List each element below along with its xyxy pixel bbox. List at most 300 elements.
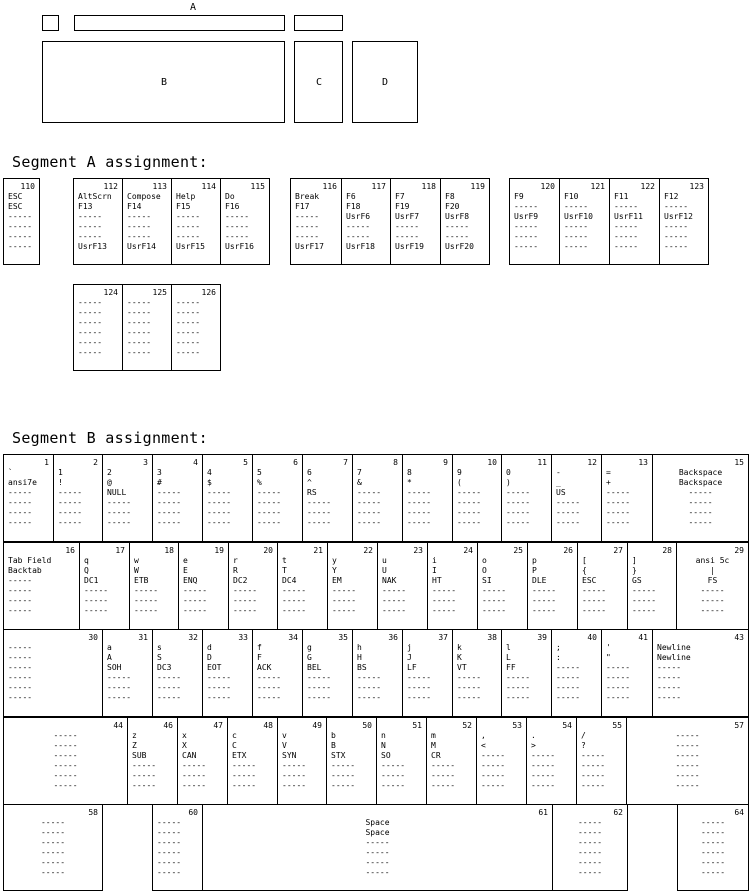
segment-b-key-33 [202, 629, 253, 717]
segment-a-key-112 [73, 178, 123, 265]
key-number: 23 [413, 546, 423, 555]
segment-b-key-16 [3, 542, 80, 630]
key-assignment-line: 1 [58, 468, 63, 477]
key-number: 124 [103, 288, 118, 297]
key-assignment-line: = [606, 468, 611, 477]
key-assignment-line: ----- [332, 596, 357, 605]
key-assignments [357, 468, 381, 528]
key-assignment-line: ----- [457, 683, 482, 692]
key-assignment-line: 9 [457, 468, 462, 477]
key-assignment-line: ----- [365, 848, 390, 857]
key-assignment-line: ----- [382, 596, 407, 605]
key-assignment-line: ----- [257, 693, 282, 702]
key-assignment-line: VT [457, 663, 467, 672]
key-assignment-line: ----- [157, 818, 182, 827]
key-assignment-line: F [257, 653, 262, 662]
key-assignment-line: US [556, 488, 566, 497]
key-assignments [664, 192, 693, 252]
key-assignment-line: ----- [176, 308, 201, 317]
key-number: 7 [343, 458, 348, 467]
key-number: 115 [250, 182, 265, 191]
key-assignment-line: ' [606, 643, 611, 652]
key-assignments [553, 818, 627, 878]
key-assignment-line: DC2 [233, 576, 248, 585]
key-assignments [107, 643, 131, 703]
key-assignment-line: [ [582, 556, 587, 565]
key-assignment-line: ----- [53, 781, 78, 790]
key-assignment-line: x [182, 731, 187, 740]
key-assignment-line: GS [632, 576, 642, 585]
key-assignment-line: ----- [431, 781, 456, 790]
key-assignment-line: w [134, 556, 139, 565]
key-assignment-line: ` [8, 468, 13, 477]
key-assignment-line: ----- [8, 508, 33, 517]
key-number: 126 [201, 288, 216, 297]
segment-a-right-box [294, 15, 343, 31]
key-assignments [632, 556, 656, 616]
key-assignment-line: ----- [700, 858, 726, 867]
key-assignment-line: @ [107, 478, 112, 487]
key-assignment-line: ----- [176, 222, 201, 231]
key-assignment-line: ----- [331, 781, 356, 790]
key-assignment-line: : [556, 653, 561, 662]
key-assignments [182, 731, 206, 791]
key-assignment-line: ----- [8, 683, 33, 692]
key-assignments [678, 818, 748, 878]
key-number: 22 [363, 546, 373, 555]
key-assignment-line: ----- [664, 232, 689, 241]
segment-b-heading: Segment B assignment: [12, 429, 208, 447]
key-assignment-line: ----- [457, 518, 482, 527]
key-assignment-line: ----- [53, 761, 78, 770]
key-assignment-line: 4 [207, 468, 212, 477]
key-number: 55 [612, 721, 622, 730]
key-assignment-line: ----- [282, 771, 307, 780]
key-assignment-line: ----- [176, 348, 201, 357]
key-assignment-line: ----- [700, 828, 726, 837]
key-assignment-line: ----- [431, 771, 456, 780]
key-assignments [677, 556, 748, 616]
segment-b-key-20 [228, 542, 278, 630]
segment-b-key-43 [652, 629, 749, 717]
key-assignment-line: ----- [581, 781, 606, 790]
key-assignment-line: 7 [357, 468, 362, 477]
key-number: 26 [563, 546, 573, 555]
key-assignment-line: ----- [357, 488, 382, 497]
key-assignment-line: ----- [53, 731, 78, 740]
key-assignment-line: Tab Field [8, 556, 52, 565]
key-assignment-line: ----- [40, 818, 66, 827]
key-assignment-line: v [282, 731, 287, 740]
segment-a-key-115 [220, 178, 270, 265]
key-assignment-line: ----- [8, 518, 33, 527]
key-assignment-line: H [357, 653, 362, 662]
key-assignment-line: ----- [331, 771, 356, 780]
segment-b-key-53 [476, 717, 527, 805]
segment-b-key-21 [277, 542, 328, 630]
key-assignment-line: ----- [506, 508, 531, 517]
key-assignment-line: F12 [664, 192, 679, 201]
key-assignment-line: ----- [407, 488, 432, 497]
key-assignments [481, 731, 505, 791]
key-assignment-line: ----- [78, 318, 103, 327]
key-assignment-line: ----- [577, 848, 603, 857]
key-assignment-line: ----- [577, 868, 603, 877]
key-assignments [357, 643, 381, 703]
key-assignment-line: ----- [84, 586, 109, 595]
key-assignment-line: ----- [688, 518, 713, 527]
segment-d-label: D [382, 77, 389, 88]
key-assignment-line: ----- [700, 586, 725, 595]
key-assignment-line: ----- [381, 781, 406, 790]
key-assignments [564, 192, 593, 252]
key-assignment-line: ----- [257, 673, 282, 682]
key-assignment-line: K [457, 653, 462, 662]
key-assignment-line: ----- [157, 508, 182, 517]
key-assignment-line: $ [207, 478, 212, 487]
key-assignment-line: ----- [577, 858, 603, 867]
key-assignment-line: 3 [157, 468, 162, 477]
key-assignment-line: ----- [514, 202, 539, 211]
key-assignment-line: ----- [53, 741, 78, 750]
key-assignment-line: ----- [307, 498, 332, 507]
segment-b-key-41 [601, 629, 653, 717]
key-assignment-line: ----- [407, 693, 432, 702]
key-assignment-line: EOT [207, 663, 222, 672]
key-assignment-line: ----- [78, 222, 103, 231]
key-assignment-line: ----- [688, 508, 713, 517]
key-assignment-line: ----- [688, 498, 713, 507]
key-assignments [582, 556, 606, 616]
key-assignment-line: ----- [40, 848, 66, 857]
key-assignment-line: ----- [307, 508, 332, 517]
key-assignment-line: ----- [675, 771, 700, 780]
segment-b-key-8 [352, 454, 403, 542]
key-number: 8 [393, 458, 398, 467]
key-assignment-line: P [532, 566, 537, 575]
key-assignment-line: ----- [445, 222, 470, 231]
key-assignment-line: U [382, 566, 387, 575]
segment-b-key-29 [676, 542, 749, 630]
segment-b-key-4 [152, 454, 203, 542]
segment-b-key-61 [202, 804, 553, 891]
key-assignment-line: CAN [182, 751, 197, 760]
key-assignment-line: ----- [606, 518, 631, 527]
key-assignment-line: ----- [8, 663, 33, 672]
key-assignment-line: Backtab [8, 566, 42, 575]
key-assignments [482, 556, 506, 616]
key-assignments [8, 643, 32, 703]
key-assignment-line: } [632, 566, 637, 575]
segment-b-key-64 [677, 804, 749, 891]
segment-b-key-22 [327, 542, 378, 630]
key-assignment-line: ----- [582, 606, 607, 615]
key-number: 38 [487, 633, 497, 642]
key-assignment-line: B [331, 741, 336, 750]
key-assignments [331, 731, 355, 791]
key-assignment-line: ----- [295, 212, 320, 221]
key-assignment-line: ----- [40, 868, 66, 877]
key-assignments [307, 643, 331, 703]
segment-b-key-34 [252, 629, 303, 717]
key-assignment-line: BEL [307, 663, 322, 672]
key-number: 122 [640, 182, 655, 191]
key-assignments [407, 643, 431, 703]
key-assignment-line: j [407, 643, 412, 652]
key-assignment-line: UsrF10 [564, 212, 593, 221]
key-number: 112 [103, 182, 118, 191]
key-assignment-line: ETX [232, 751, 247, 760]
segment-b-key-19 [178, 542, 229, 630]
key-assignment-line: ----- [233, 606, 258, 615]
key-assignment-line: UsrF9 [514, 212, 539, 221]
key-assignment-line: ----- [346, 222, 371, 231]
key-assignment-line: ----- [482, 606, 507, 615]
key-assignment-line: UsrF8 [445, 212, 470, 221]
key-assignment-line: ----- [84, 596, 109, 605]
key-assignments [614, 192, 643, 252]
key-assignment-line: F11 [614, 192, 629, 201]
segment-b-key-32 [152, 629, 203, 717]
key-assignment-line: ----- [564, 202, 589, 211]
key-assignment-line: ----- [531, 761, 556, 770]
key-assignment-line: DC3 [157, 663, 172, 672]
key-assignments [4, 731, 127, 791]
key-assignment-line: ----- [183, 596, 208, 605]
key-assignment-line: ----- [78, 232, 103, 241]
key-assignment-line: ----- [395, 222, 420, 231]
key-assignment-line: i [432, 556, 437, 565]
segment-b-key-62 [552, 804, 628, 891]
key-assignment-line: ----- [282, 781, 307, 790]
key-assignments [4, 818, 102, 878]
key-assignment-line: ----- [700, 818, 726, 827]
segment-d-box [352, 41, 418, 123]
key-assignment-line: ----- [127, 222, 152, 231]
key-assignment-line: ----- [606, 693, 631, 702]
key-assignment-line: ----- [481, 771, 506, 780]
key-assignment-line: I [432, 566, 437, 575]
key-assignment-line: ----- [700, 868, 726, 877]
key-assignment-line: ETB [134, 576, 149, 585]
key-assignment-line: ----- [127, 318, 152, 327]
key-number: 41 [638, 633, 648, 642]
key-assignment-line: ----- [157, 498, 182, 507]
key-assignment-line: ----- [157, 488, 182, 497]
key-assignment-line: ----- [606, 498, 631, 507]
key-number: 29 [734, 546, 744, 555]
key-assignment-line: * [407, 478, 412, 487]
key-assignment-line: ----- [357, 673, 382, 682]
segment-b-key-18 [129, 542, 179, 630]
key-assignment-line: ----- [78, 308, 103, 317]
key-assignment-line: . [531, 731, 536, 740]
key-assignment-line: ----- [577, 818, 603, 827]
key-assignment-line: ----- [207, 508, 232, 517]
key-number: 12 [587, 458, 597, 467]
key-assignment-line: ----- [700, 848, 726, 857]
key-assignment-line: ----- [506, 683, 531, 692]
key-assignment-line: s [157, 643, 162, 652]
key-assignment-line: ----- [232, 781, 257, 790]
key-assignment-line: ----- [176, 212, 201, 221]
key-assignment-line: 5 [257, 468, 262, 477]
key-assignment-line: ----- [357, 683, 382, 692]
segment-a-key-116 [290, 178, 342, 265]
key-assignment-line: L [506, 653, 511, 662]
segment-b-key-17 [79, 542, 130, 630]
segment-a-key-123 [659, 178, 709, 265]
segment-b-key-36 [352, 629, 403, 717]
key-assignment-line: ----- [675, 781, 700, 790]
key-assignment-line: ESC [8, 192, 23, 201]
key-assignment-line: ----- [183, 586, 208, 595]
segment-b-key-15 [652, 454, 749, 542]
key-assignments [457, 643, 481, 703]
key-assignment-line: ----- [157, 828, 182, 837]
key-assignment-line: UsrF7 [395, 212, 420, 221]
key-assignment-line: ! [58, 478, 63, 487]
key-assignment-line: ----- [357, 508, 382, 517]
key-assignment-line: ----- [127, 348, 152, 357]
key-assignment-line: ----- [332, 606, 357, 615]
segment-b-key-3 [102, 454, 153, 542]
key-assignment-line: ----- [127, 212, 152, 221]
key-assignment-line: ----- [127, 298, 152, 307]
key-assignment-line: ----- [107, 693, 132, 702]
key-assignment-line: ----- [107, 683, 132, 692]
key-assignment-line: ----- [58, 518, 83, 527]
key-assignment-line: ----- [8, 488, 33, 497]
key-assignment-line: ----- [606, 508, 631, 517]
key-assignment-line: DLE [532, 576, 547, 585]
key-number: 113 [152, 182, 167, 191]
key-assignment-line: ----- [78, 212, 103, 221]
key-assignment-line: ----- [127, 308, 152, 317]
key-assignment-line: ----- [183, 606, 208, 615]
key-assignment-line: p [532, 556, 537, 565]
key-assignments [78, 192, 112, 252]
key-assignment-line: ----- [700, 596, 725, 605]
segment-b-key-27 [577, 542, 628, 630]
key-assignments [653, 468, 748, 528]
key-assignments [183, 556, 207, 616]
segment-b-key-35 [302, 629, 353, 717]
segment-a-key-121 [559, 178, 610, 265]
key-assignment-line: ----- [332, 586, 357, 595]
key-assignments [232, 731, 256, 791]
segment-a-key-114 [171, 178, 221, 265]
key-assignment-line: ----- [233, 586, 258, 595]
key-number: 28 [662, 546, 672, 555]
key-assignment-line: ----- [457, 488, 482, 497]
key-assignments [395, 192, 424, 252]
key-number: 31 [138, 633, 148, 642]
key-assignment-line: Space [365, 828, 390, 837]
key-assignment-line: NAK [382, 576, 397, 585]
key-number: 43 [734, 633, 744, 642]
key-assignment-line: ----- [657, 693, 682, 702]
key-assignment-line: S [157, 653, 162, 662]
key-number: 119 [470, 182, 485, 191]
key-number: 61 [538, 808, 548, 817]
segment-a-key-120 [509, 178, 560, 265]
key-assignment-line: ^ [307, 478, 312, 487]
key-assignment-line: < [481, 741, 486, 750]
key-assignment-line: ----- [58, 498, 83, 507]
key-assignment-line: y [332, 556, 337, 565]
segment-a-wide-box [74, 15, 285, 31]
key-assignment-line: ----- [357, 498, 382, 507]
segment-b-key-13 [601, 454, 653, 542]
key-assignment-line: ----- [365, 858, 390, 867]
segment-b-key-46 [127, 717, 178, 805]
key-assignment-line: ----- [127, 338, 152, 347]
key-assignment-line: ----- [8, 498, 33, 507]
key-assignments [531, 731, 555, 791]
key-assignments [282, 731, 306, 791]
key-assignment-line: NULL [107, 488, 127, 497]
key-assignment-line: ----- [157, 683, 182, 692]
key-assignment-line: ----- [556, 663, 581, 672]
key-assignment-line: ----- [614, 232, 639, 241]
key-assignment-line: ----- [700, 838, 726, 847]
key-assignment-line: UsrF14 [127, 242, 156, 251]
key-assignment-line: ----- [53, 751, 78, 760]
key-assignment-line: T [282, 566, 287, 575]
key-assignments [346, 192, 375, 252]
key-assignments [203, 818, 552, 878]
key-number: 33 [238, 633, 248, 642]
key-assignment-line: ----- [664, 202, 689, 211]
key-assignment-line: ----- [282, 761, 307, 770]
key-assignments [225, 192, 254, 252]
key-assignment-line: ----- [207, 673, 232, 682]
key-assignment-line: ----- [78, 338, 103, 347]
key-assignment-line: C [232, 741, 237, 750]
key-assignment-line: ----- [307, 518, 332, 527]
key-assignment-line: ----- [614, 242, 639, 251]
key-assignment-line: ----- [664, 222, 689, 231]
key-assignment-line: ----- [282, 586, 307, 595]
segment-b-key-57 [626, 717, 749, 805]
key-assignment-line: ----- [582, 596, 607, 605]
key-assignment-line: ----- [481, 781, 506, 790]
key-assignment-line: ----- [207, 518, 232, 527]
key-assignment-line: ] [632, 556, 637, 565]
key-assignment-line: ----- [132, 761, 157, 770]
key-assignment-line: ----- [675, 751, 700, 760]
segment-a-key-118 [390, 178, 441, 265]
key-assignment-line: ----- [207, 683, 232, 692]
key-number: 114 [201, 182, 216, 191]
key-assignment-line: ----- [132, 771, 157, 780]
key-number: 9 [443, 458, 448, 467]
key-assignment-line: ----- [606, 663, 631, 672]
key-assignment-line: ----- [556, 518, 581, 527]
segment-b-key-38 [452, 629, 502, 717]
key-assignment-line: Help [176, 192, 196, 201]
key-assignment-line: o [482, 556, 487, 565]
key-number: 125 [152, 288, 167, 297]
key-assignment-line: ----- [58, 508, 83, 517]
key-assignment-line: FS [707, 576, 718, 585]
key-assignment-line: ----- [577, 838, 603, 847]
segment-b-key-23 [377, 542, 428, 630]
key-assignment-line: ----- [157, 838, 182, 847]
segment-a-small-box [42, 15, 59, 31]
key-number: 62 [613, 808, 623, 817]
